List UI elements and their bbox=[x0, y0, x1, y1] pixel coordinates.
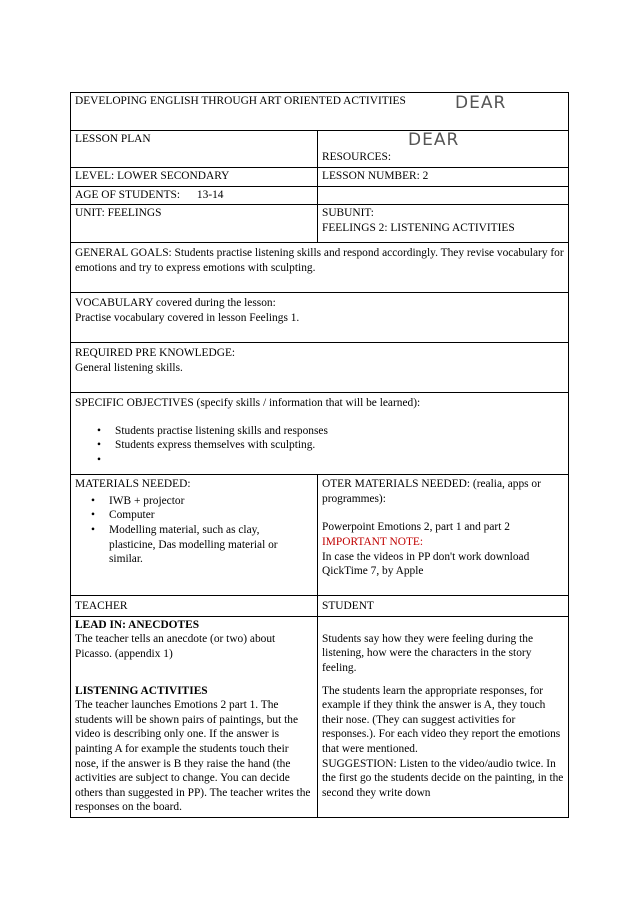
objectives-list bbox=[75, 424, 564, 468]
vocabulary-row bbox=[71, 293, 569, 343]
age-cell bbox=[71, 186, 318, 205]
suggestion-text: SUGGESTION: Listen to the video/audio twice. In the first go the students decide on the painting, in the second they write down bbox=[322, 757, 564, 799]
important-note-text: In case the videos in PP don't work download QickTime 7, by Apple bbox=[322, 550, 530, 578]
title-row bbox=[71, 93, 569, 131]
resources-logo: DEAR bbox=[408, 130, 460, 150]
unit-text: UNIT: FEELINGS bbox=[75, 207, 162, 220]
material-item: • IWB + projector bbox=[109, 494, 313, 509]
student-listening-text: The students learn the appropriate responses, for example if they think the answer is A, they touch their nose. (They can suggest activities for responses.). For each video they report the emotions that were mentioned. bbox=[322, 684, 561, 755]
specific-objectives-cell bbox=[71, 393, 569, 475]
material-item: • Computer bbox=[109, 508, 313, 523]
subunit-value: FEELINGS 2: LISTENING ACTIVITIES bbox=[322, 221, 515, 234]
materials-list bbox=[75, 494, 313, 567]
objective-item: • Students practise listening skills and responses bbox=[115, 424, 564, 439]
unit-row bbox=[71, 205, 569, 243]
column-header-row bbox=[71, 596, 569, 617]
page-title: DEVELOPING ENGLISH THROUGH ART ORIENTED ACTIVITIES bbox=[75, 95, 406, 107]
vocabulary-label: VOCABULARY covered during the lesson: bbox=[75, 297, 276, 310]
pre-knowledge-value: General listening skills. bbox=[75, 361, 183, 374]
specific-objectives-row bbox=[71, 393, 569, 475]
specific-objectives-label: SPECIFIC OBJECTIVES (specify skills / information that will be learned): bbox=[75, 397, 421, 410]
level-row bbox=[71, 168, 569, 187]
level-text: LEVEL: LOWER SECONDARY bbox=[75, 170, 230, 182]
materials-label: MATERIALS NEEDED: bbox=[75, 478, 191, 491]
age-value: 13-14 bbox=[196, 188, 224, 201]
age-label: AGE OF STUDENTS: bbox=[75, 188, 181, 201]
other-materials-value: Powerpoint Emotions 2, part 1 and part 2 bbox=[322, 521, 510, 534]
other-materials-cell bbox=[318, 475, 569, 596]
subunit-label: SUBUNIT: bbox=[322, 207, 374, 220]
other-materials-label: OTER MATERIALS NEEDED: (realia, apps or programmes): bbox=[322, 478, 541, 505]
general-goals-row bbox=[71, 243, 569, 293]
student-lead-in-text: Students say how they were feeling during the listening, how were the characters in the story feeling. bbox=[322, 632, 533, 674]
lesson-plan-cell bbox=[71, 131, 318, 168]
lesson-number-cell bbox=[318, 168, 569, 187]
materials-cell bbox=[71, 475, 318, 596]
age-row bbox=[71, 186, 569, 205]
lesson-plan-label: LESSON PLAN bbox=[75, 133, 151, 145]
materials-row bbox=[71, 475, 569, 596]
listening-title: LISTENING ACTIVITIES bbox=[75, 684, 208, 697]
age-empty-cell bbox=[318, 186, 569, 205]
dear-logo: DEAR bbox=[455, 93, 507, 113]
student-column-header bbox=[318, 596, 569, 617]
vocabulary-cell bbox=[71, 293, 569, 343]
level-cell bbox=[71, 168, 318, 187]
student-activities-cell bbox=[318, 616, 569, 817]
pre-knowledge-label: REQUIRED PRE KNOWLEDGE: bbox=[75, 347, 236, 360]
material-item: • Modelling material, such as clay, plasticine, Das modelling material or similar. bbox=[109, 523, 313, 567]
vocabulary-value: Practise vocabulary covered in lesson Feelings 1. bbox=[75, 311, 300, 324]
pre-knowledge-cell bbox=[71, 343, 569, 393]
lesson-plan-table bbox=[70, 92, 569, 818]
resources-cell bbox=[318, 131, 569, 168]
teacher-column-header bbox=[71, 596, 318, 617]
lesson-plan-page bbox=[70, 92, 568, 818]
activities-row bbox=[71, 616, 569, 817]
objective-item bbox=[115, 453, 564, 468]
objective-item: • Students express themselves with sculpting. bbox=[115, 438, 564, 453]
general-goals-cell bbox=[71, 243, 569, 293]
general-goals-text: GENERAL GOALS: Students practise listening skills and respond accordingly. They revise vocabulary for emotions and try to express emotions with sculpting. bbox=[75, 247, 564, 274]
student-header-text: STUDENT bbox=[322, 600, 374, 613]
lead-in-text: The teacher tells an anecdote (or two) about Picasso. (appendix 1) bbox=[75, 633, 276, 660]
subunit-cell bbox=[318, 205, 569, 243]
lead-in-title: LEAD IN: ANECDOTES bbox=[75, 618, 200, 631]
title-cell bbox=[71, 93, 569, 131]
unit-cell bbox=[71, 205, 318, 243]
listening-text: The teacher launches Emotions 2 part 1. The students will be shown pairs of paintings, but the video is describing only one. If the answer is painting A for example the students touch their nose, if the answer is B they raise the hand (the activities are subject to change. You can decide others than suggested in PP). The teacher writes the responses on the board. bbox=[75, 699, 311, 814]
lesson-number-text: LESSON NUMBER: 2 bbox=[322, 170, 429, 182]
lesson-plan-row bbox=[71, 131, 569, 168]
important-note-label: IMPORTANT NOTE: bbox=[322, 535, 424, 548]
pre-knowledge-row bbox=[71, 343, 569, 393]
teacher-header-text: TEACHER bbox=[75, 600, 128, 613]
teacher-activities-cell bbox=[71, 616, 318, 817]
resources-label: RESOURCES: bbox=[322, 151, 391, 164]
